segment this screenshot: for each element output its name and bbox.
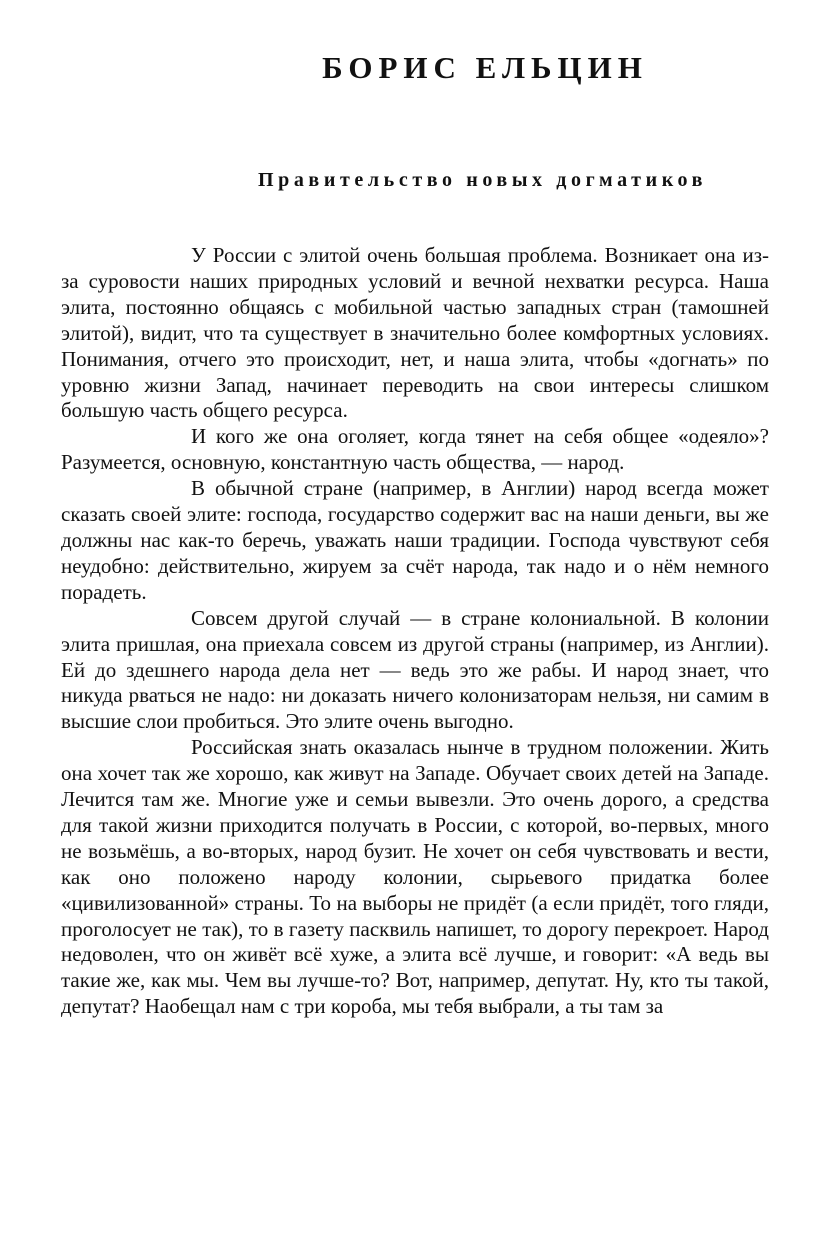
paragraph: Российская знать оказалась нынче в трудном положении. Жить она хочет так же хорошо, как живут на Западе. Обучает своих детей на Западе. Лечится там же. Многие уже и семьи вывезли. Это очень дорого, а средства для такой жизни приходится получать в России, с которой, во-первых, много не возьмёшь, а во-вторых, народ бузит. Не хочет он себя чувствовать и вести, как оно положено народу колонии, сырьевого придатка более «цивилизованной» страны. То на выборы не придёт (а если придёт, того гляди, проголосует не так), то в газету пасквиль напишет, то дорогу перекроет. Народ недоволен, что он живёт всё хуже, а элита всё лучше, и говорит: «А ведь вы такие же, как мы. Чем вы лучше-то? Вот, например, депутат. Ну, кто ты такой, депутат? Наобещал нам с три короба, мы тебя выбрали, а ты там за	[61, 735, 769, 1019]
paragraph: У России с элитой очень большая проблема. Возникает она из-за суровости наших природных условий и вечной нехватки ресурса. Наша элита, постоянно общаясь с мобильной частью западных стран (тамошней элитой), видит, что та существует в значительно более комфортных условиях. Понимания, отчего это происходит, нет, и наша элита, чтобы «догнать» по уровню жизни Запад, начинает переводить на свои интересы слишком большую часть общего ресурса.	[61, 243, 769, 423]
author-heading: БОРИС ЕЛЬЦИН	[322, 50, 648, 85]
paragraph: И кого же она оголяет, когда тянет на себя общее «одеяло»? Разумеется, основную, константную часть общества, — народ.	[61, 424, 769, 475]
chapter-title: Правительство новых догматиков	[257, 169, 708, 191]
paragraph: Совсем другой случай — в стране колониальной. В колонии элита пришлая, она приехала совсем из другой страны (например, из Англии). Ей до здешнего народа дела нет — ведь это же рабы. И народ знает, что никуда рваться не надо: ни доказать ничего колонизаторам нельзя, ни самим в высшие слои пробиться. Это элите очень выгодно.	[61, 605, 769, 734]
body-text	[61, 243, 769, 1020]
paragraph: В обычной стране (например, в Англии) народ всегда может сказать своей элите: господа, государство содержит вас на наши деньги, вы же должны нас как-то беречь, уважать наши традиции. Господа чувствуют себя неудобно: действительно, жируем за счёт народа, так надо и о нём немного порадеть.	[61, 476, 769, 604]
